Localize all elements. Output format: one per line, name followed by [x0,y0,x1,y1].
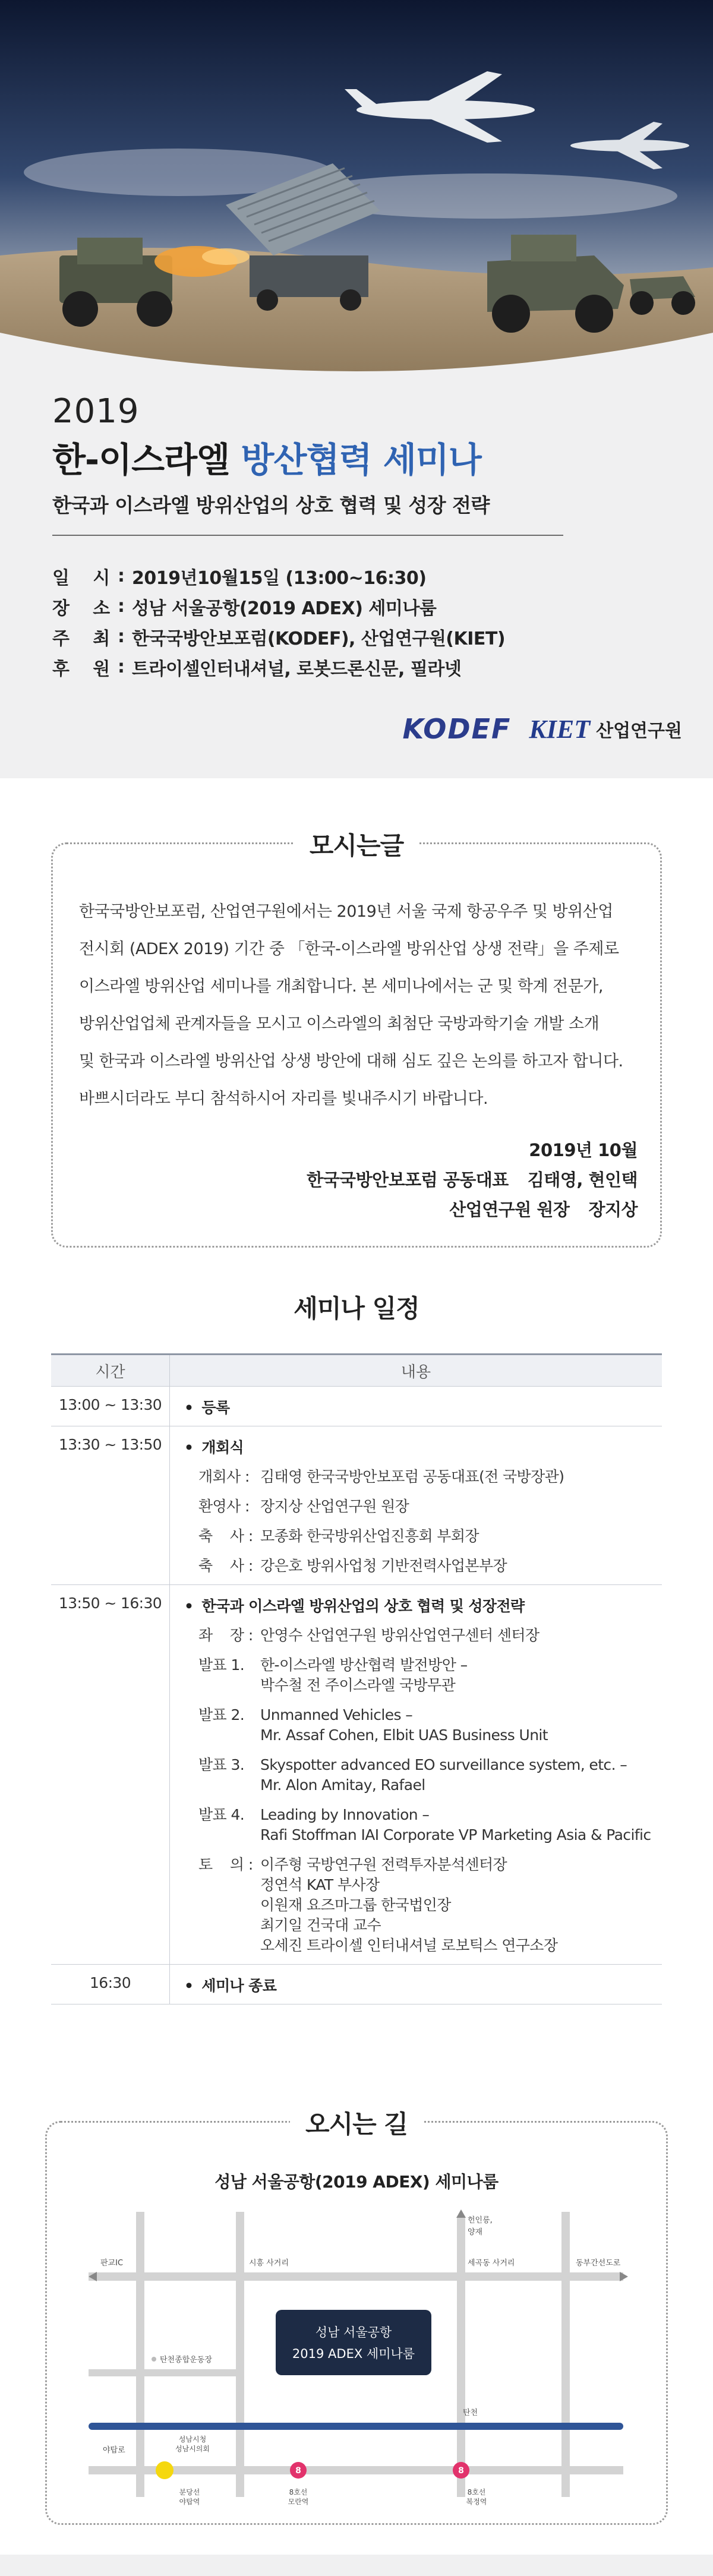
road-vertical [136,2212,144,2497]
schedule-rows [51,1387,662,2004]
event-title [52,432,670,482]
event-info-list [52,561,670,682]
subitem-line: 안영수 산업연구원 방위산업연구센터 센터장 [260,1627,540,1644]
schedule-subitem [198,1805,662,1845]
arrow-up-icon [456,2209,466,2218]
label-city-council: 성남시의회 [175,2445,210,2453]
subitem-role: 축 사 : [198,1527,253,1545]
road-vertical [561,2212,570,2497]
subitem-line: 김태영 한국국방안보포럼 공동대표(전 국방장관) [260,1468,564,1485]
subitem-line: 오세진 트라이셀 인터내셔널 로보틱스 연구소장 [260,1937,558,1954]
schedule-subitem [198,1556,662,1576]
event-year: 2019 [52,392,140,431]
schedule-content [170,1965,662,2004]
subitem-role: 토 의 : [198,1856,253,1873]
label-tancheon: 탄천 [463,2408,478,2417]
schedule-item: • 개회식 [184,1436,662,1457]
subitem-role: 축 사 : [198,1557,253,1574]
invitation-line: 방위산업업체 관계자들을 모시고 이스라엘의 최첨단 국방과학기술 개발 소개 [79,1015,600,1033]
subitem-line: Unmanned Vehicles – [260,1706,413,1723]
info-value: 트라이셀인터내셔널, 로봇드론신문, 필라넷 [132,658,462,680]
info-key: 일 시 [52,567,110,589]
subitem-value [260,1497,662,1517]
subitem-line: 이주형 국방연구원 전력투자분석센터장 [260,1856,507,1873]
label-pangyo-ic: 판교IC [100,2259,124,2268]
directions-map [47,2123,670,2527]
subitem-line: 정연석 KAT 부사장 [260,1876,380,1893]
info-key: 후 원 [52,658,110,680]
info-value: 2019년10월15일 (13:00~16:30) [132,567,427,589]
subitem-line: 모종화 한국방위산업진흥회 부회장 [260,1527,479,1545]
title-accent: 방산협력 세미나 [241,440,481,480]
subitem-line: Skyspotter advanced EO surveillance system, etc. – [260,1756,627,1773]
signer-row [307,1195,638,1224]
schedule-subitem [198,1467,662,1487]
kodef-logo: KODEF [402,713,512,745]
signer-names: 김태영, 현인택 [527,1170,638,1190]
subitem-line: 이원재 요즈마그룹 한국법인장 [260,1896,451,1914]
label-tancheon-sports: 탄천종합운동장 [160,2356,212,2365]
label-yangjae: 양재 [468,2228,483,2237]
metro-number: 8 [458,2466,464,2476]
info-row-sponsor: 후 원 : 트라이셀인터내셔널, 로봇드론신문, 필라넷 [52,652,670,682]
event-subtitle: 한국과 이스라엘 방위산업의 상호 협력 및 성장 전략 [52,494,490,517]
schedule-row [51,1965,662,2004]
subitem-line: 강은호 방위사업청 기반전력사업본부장 [260,1557,507,1574]
schedule-row [51,1585,662,1965]
subitem-value [260,1805,662,1845]
subitem-line: 장지상 산업연구원 원장 [260,1498,409,1515]
subitem-value [260,1655,662,1696]
schedule-time: 13:50 ~ 16:30 [51,1585,170,1964]
kiet-logo [529,714,682,744]
info-row-venue: 장 소 : 성남 서울공항(2019 ADEX) 세미나룸 [52,591,670,621]
subitem-line: 박수철 전 주이스라엘 국방무관 [260,1677,456,1694]
label-bokjeong-station: 복정역 [466,2498,487,2506]
road-vertical [236,2212,244,2497]
label-bundang-line: 분당선 [179,2488,200,2496]
schedule-item: • 한국과 이스라엘 방위산업의 상호 협력 및 성장전략 [184,1595,662,1616]
label-sicheung: 시흥 사거리 [249,2259,289,2268]
invitation-line: 바쁘시더라도 부디 참석하시어 자리를 빛내주시기 바랍니다. [79,1090,488,1108]
directions-title: 오시는 길 [290,2105,423,2141]
invitation-body [79,893,638,1117]
metro-number: 8 [295,2466,301,2476]
hero-military-photo [0,0,713,392]
schedule-subitem [198,1497,662,1517]
invitation-signature [307,1135,638,1224]
label-dongbu: 동부간선도로 [576,2259,621,2268]
schedule-time: 16:30 [51,1965,170,2004]
directions-box [45,2110,668,2525]
label-city-hall: 성남시청 [178,2435,207,2444]
info-value: 한국국방안보포럼(KODEF), 산업연구원(KIET) [132,628,506,649]
label-line8: 8호선 [467,2488,486,2496]
schedule-content [170,1387,662,1426]
label-yatap-station: 야탑역 [179,2498,200,2506]
river-tancheon [89,2423,623,2430]
invitation-box [51,831,662,1248]
invitation-title: 모시는글 [294,826,419,862]
invitation-line: 한국국방안보포럼, 산업연구원에서는 2019년 서울 국제 항공우주 및 방위산업 [79,902,613,921]
kiet-logo-mark: KIET [529,714,591,744]
bundang-line-station-icon [156,2461,173,2479]
subitem-role: 환영사 : [198,1498,250,1515]
sports-complex-icon [152,2357,156,2362]
header-content: 내용 [400,1363,431,1381]
subitem-value [260,1705,662,1745]
organizer-logos [403,713,682,745]
subitem-role: 개회사 : [198,1468,250,1485]
subitem-role: 발표 3. [198,1756,245,1773]
info-key: 장 소 [52,598,110,619]
subitem-line: Leading by Innovation – [260,1806,430,1823]
subitem-value [260,1556,662,1576]
subitem-role: 발표 1. [198,1656,245,1674]
hero-text-block [52,392,670,682]
schedule-content [170,1585,662,1964]
label-segok: 세곡동 사거리 [468,2259,515,2268]
schedule-title: 세미나 일정 [294,1294,419,1323]
hero-section [0,0,713,778]
header-time: 시간 [51,1355,170,1386]
road-vertical [457,2218,465,2497]
label-line8: 8호선 [289,2488,308,2496]
signer-names: 장지상 [588,1199,638,1220]
subitem-line: 한-이스라엘 방산협력 발전방안 – [260,1656,468,1674]
schedule-subitem [198,1655,662,1696]
schedule-time: 13:30 ~ 13:50 [51,1426,170,1584]
schedule-subitem [198,1526,662,1546]
schedule-content [170,1426,662,1584]
arrow-right-icon [620,2272,628,2281]
schedule-table [51,1353,662,2004]
schedule-row [51,1387,662,1426]
subitem-line: 최기일 건국대 교수 [260,1917,381,1934]
schedule-subitem [198,1855,662,1956]
directions-subtitle: 성남 서울공항(2019 ADEX) 세미나룸 [214,2172,499,2192]
invitation-line: 전시회 (ADEX 2019) 기간 중 「한국-이스라엘 방위산업 상생 전략」을 주제로 [79,940,619,958]
invitation-line: 이스라엘 방위산업 세미나를 개최합니다. 본 세미나에서는 군 및 학계 전문가, [79,977,603,996]
title-divider [52,535,563,536]
subitem-value [260,1625,662,1646]
schedule-subitem [198,1705,662,1745]
signer-org: 한국국방안보포럼 공동대표 [307,1170,509,1190]
subitem-role: 좌 장 : [198,1627,253,1644]
subitem-value [260,1855,662,1956]
label-yatap-road: 야탑로 [103,2446,125,2455]
info-row-host: 주 최 : 한국국방안보포럼(KODEF), 산업연구원(KIET) [52,621,670,652]
subitem-line: Mr. Alon Amitay, Rafael [260,1776,425,1794]
info-row-date: 일 시 : 2019년10월15일 (13:00~16:30) [52,561,670,591]
label-moran-station: 모란역 [288,2498,309,2506]
label-hyeonin: 헌인릉, [468,2216,493,2225]
title-main: 한-이스라엘 [52,440,241,480]
road-horizontal [89,2369,243,2376]
info-key: 주 최 [52,628,110,649]
subitem-value [260,1755,662,1795]
info-value: 성남 서울공항(2019 ADEX) 세미나룸 [132,598,437,619]
venue-line1: 성남 서울공항 [315,2325,392,2340]
invitation-line: 및 한국과 이스라엘 방위산업 상생 방안에 대해 심도 깊은 논의를 하고자 합니다. [79,1052,623,1071]
schedule-time: 13:00 ~ 13:30 [51,1387,170,1426]
subitem-role: 발표 2. [198,1706,245,1723]
venue-box [276,2310,431,2375]
schedule-subitem [198,1755,662,1795]
subitem-line: Mr. Assaf Cohen, Elbit UAS Business Unit [260,1726,548,1744]
signer-row [307,1165,638,1195]
schedule-item: • 세미나 종료 [184,1974,662,1996]
subitem-line: Rafi Stoffman IAI Corporate VP Marketing Asia & Pacific [260,1826,651,1843]
schedule-item: • 등록 [184,1396,662,1418]
subitem-value [260,1526,662,1546]
subitem-role: 발표 4. [198,1806,245,1823]
kiet-logo-name: 산업연구원 [596,721,682,741]
schedule-header [51,1353,662,1387]
footer-band [0,2555,713,2576]
signer-org: 산업연구원 원장 [449,1199,570,1220]
subitem-value [260,1467,662,1487]
schedule-row [51,1426,662,1585]
signature-date: 2019년 10월 [529,1140,638,1160]
venue-line2: 2019 ADEX 세미나룸 [292,2347,415,2361]
road-horizontal [89,2272,623,2281]
schedule-subitem [198,1625,662,1646]
